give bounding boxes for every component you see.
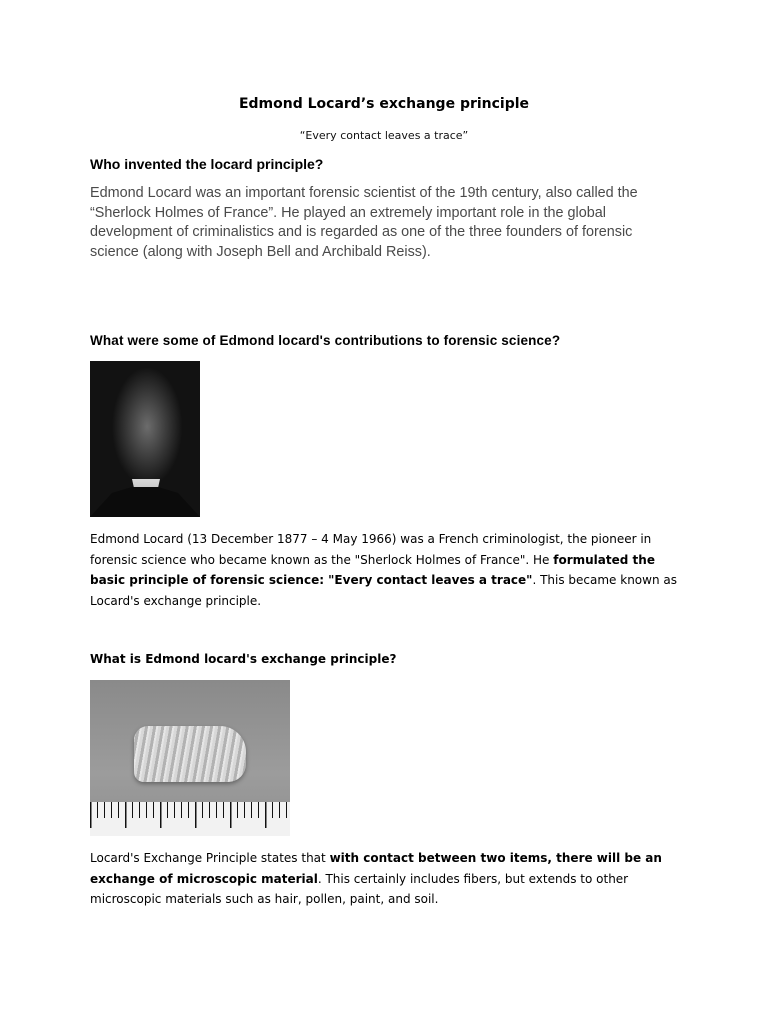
section3-paragraph	[90, 848, 680, 910]
section3-heading: What is Edmond locard's exchange principle?	[90, 652, 397, 666]
document-quote: “Every contact leaves a trace”	[299, 129, 469, 142]
section2-paragraph	[90, 529, 680, 611]
locard-portrait-image	[90, 361, 200, 517]
section2-text-bold: formulated the basic principle of forensic science: "Every contact leaves a trace"	[90, 552, 655, 587]
section1-heading: Who invented the locard principle?	[90, 156, 324, 172]
section2-heading: What were some of Edmond locard's contributions to forensic science?	[90, 333, 561, 348]
measurement-ruler	[90, 802, 290, 836]
section1-paragraph: Edmond Locard was an important forensic scientist of the 19th century, also called the “Sherlock Holmes of France”. He played an extremely important role in the global development of criminalistics and is regarded as one of the three founders of forensic science (along with Joseph Bell and Archibald Reiss).	[90, 185, 638, 260]
section3-text-start: Locard's Exchange Principle states that	[90, 851, 330, 865]
section3-text-bold: with contact between two items, there will be an exchange of microscopic material	[90, 851, 662, 886]
document-title: Edmond Locard’s exchange principle	[238, 96, 530, 112]
material-fragment	[134, 726, 246, 782]
section2-text-start: Edmond Locard (13 December 1877 – 4 May 1966) was a French criminologist, the pioneer in forensic science who became known as the "Sherlock Holmes of France". He	[90, 532, 652, 567]
trace-evidence-image	[90, 680, 290, 836]
section3-text-end: . This certainly includes fibers, but extends to other microscopic materials such as hair, pollen, paint, and soil.	[90, 871, 629, 906]
ruler-major-ticks	[90, 802, 290, 828]
portrait-coat	[90, 487, 200, 517]
section2-text-end: . This became known as Locard's exchange principle.	[90, 573, 677, 608]
